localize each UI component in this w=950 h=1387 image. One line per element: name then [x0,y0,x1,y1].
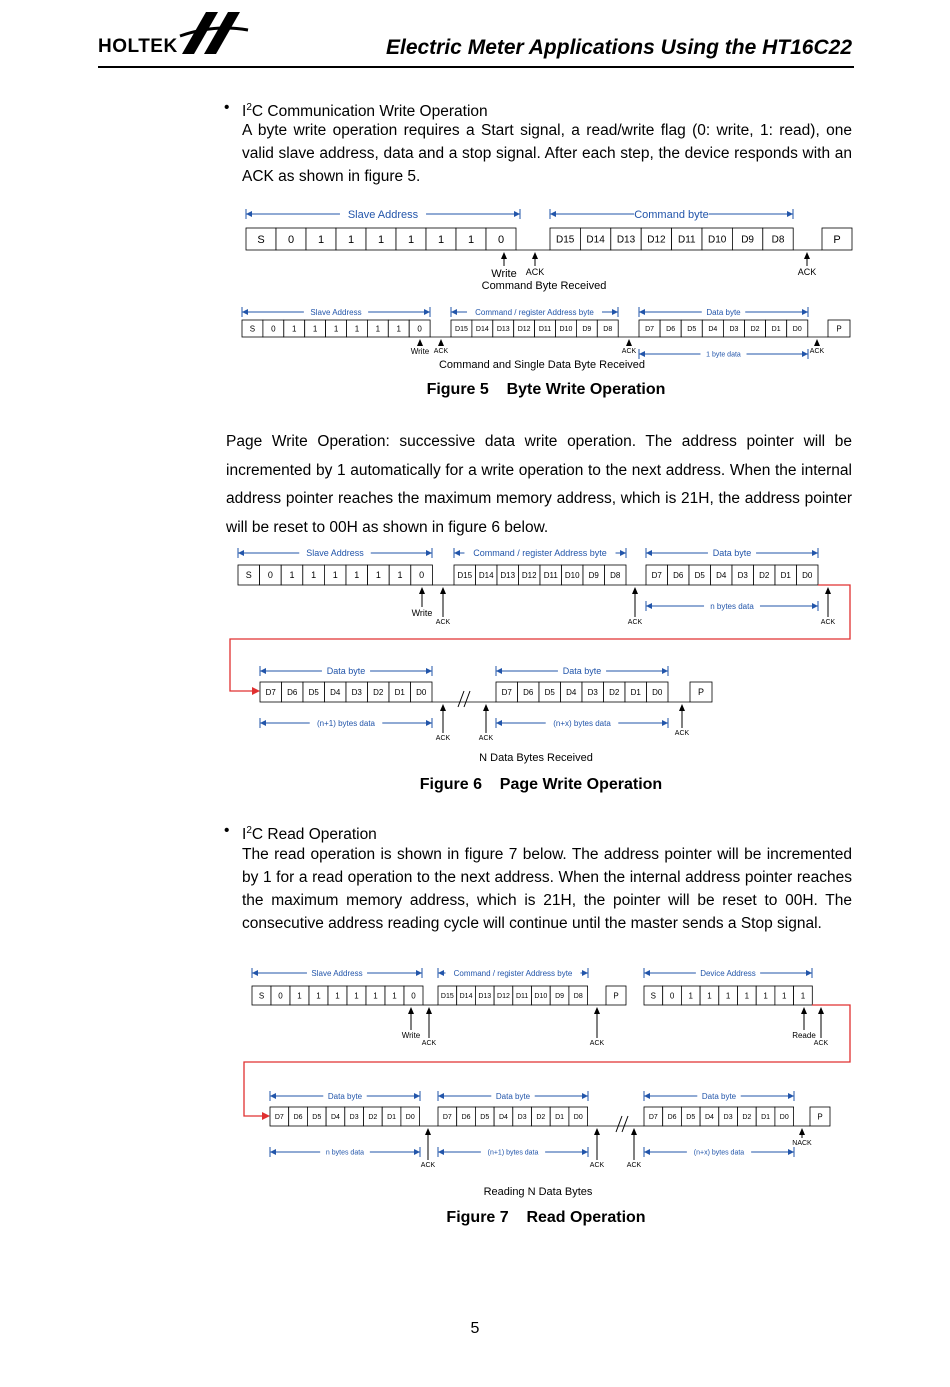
f5-bot-data-span-arrow [802,309,808,315]
f5-bot-ack-arrow-arrowhead [438,339,444,346]
f6-command-span-label: Command / register Address byte [473,548,607,559]
bullet-icon: • [224,99,230,116]
f7-device-span-arrow [644,970,650,976]
f7-n1-bytes-span-arrow [582,1149,588,1155]
f7-row2-data3-span-arrow [644,1093,650,1099]
f7-row2-data-bit-label: D1 [387,1113,397,1121]
f5-bot-command-span-label: Command / register Address byte [475,307,594,317]
f7-n1-bytes-span-label: (n+1) bytes data [487,1149,539,1157]
f7-ack-arrow-label: ACK [421,1040,437,1047]
f5-bot-data-bit-label: D6 [666,325,676,333]
f5-bot-write-arrow-arrowhead [417,339,423,346]
f7-row2-data-span-label: Data byte [327,1091,363,1101]
f6-data-bit-label: D6 [673,570,684,580]
f7-address-bit-label: 1 [297,991,302,1001]
f7-nx-bytes-span-label: (n+x) bytes data [693,1149,745,1157]
f5-bot-data-span-label: Data byte [706,307,741,317]
f5-bot-slave-span-arrow [424,309,430,315]
f6-ack-arrow-arrowhead [440,587,446,594]
f5-bot-address-bit-label: 1 [292,324,297,334]
f5-top-address-bit-label: 1 [407,233,415,246]
f7-row2-ack-arrow-label: ACK [420,1162,436,1169]
f6-n-bytes-span-arrow [646,603,652,609]
f7-row2-data3-bit-label: D4 [704,1113,714,1121]
f6-row2-data-span-label: Data byte [326,666,366,677]
f6-slave-span-arrow [238,550,244,556]
f7-command-bit-label: D8 [573,992,583,1000]
f7-device-bit-label: 1 [688,991,693,1001]
f5-top-command-bit-label: D11 [677,234,696,246]
f7-address-bit-label: S [258,991,265,1001]
f7-write-arrow-label: Write [401,1031,421,1040]
f5-bot-address-bit-label: 0 [271,324,276,334]
f7-stop-label: P [613,991,619,1001]
f7-row2-data2-bit-label: D2 [536,1113,546,1121]
f7-row2-ack3-arrow-label: ACK [626,1162,642,1169]
f5-top-ack-arrow-arrowhead [532,252,538,259]
f6-row2-data2-bit-label: D6 [523,687,534,697]
heading-suffix: C Communication Write Operation [251,103,488,121]
f7-row2-data-bit-label: D7 [274,1113,284,1121]
f7-command-bit-label: D9 [555,992,565,1000]
f5-top-command-bit-label: D14 [586,234,605,246]
f5-top-command-span-arrow [787,211,793,217]
f6-data-bit-label: D3 [737,570,748,580]
f6-write-arrow-label: Write [411,608,433,618]
figure-7-caption: Figure 7 Read Operation [446,1209,646,1226]
f5-top-stop-label: P [833,233,841,246]
f7-n-bytes-span-label: n bytes data [325,1149,365,1157]
f7-row2-data2-span-arrow [582,1093,588,1099]
f7-row2-ack2-arrow-arrowhead [594,1128,600,1135]
f6-address-bit-label: 1 [311,570,317,581]
f7-note: Reading N Data Bytes [483,1186,593,1198]
f6-command-bit-label: D15 [457,570,473,580]
f7-loop-arrowhead [262,1112,270,1120]
f5-top-ack-arrow-label: ACK [525,267,545,277]
f5-top-address-bit-label: 1 [317,233,325,246]
f6-row2-data-bit-label: D3 [351,687,362,697]
f7-row2-data2-bit-label: D5 [480,1113,490,1121]
f7-device-span-label: Device Address [700,968,756,978]
f7-row2-data-bit-label: D3 [349,1113,359,1121]
f7-address-bit-label: 1 [316,991,321,1001]
f5-bot-address-bit-label: 1 [312,324,318,334]
f7-nx-bytes-span-arrow [788,1149,794,1155]
f7-row2-stop-label: P [817,1112,823,1122]
f6-write-arrow-arrowhead [419,587,425,594]
f6-row2-data2-bit-label: D3 [587,687,598,697]
f7-address-bit-label: 1 [373,991,378,1001]
f5-bot-command-bit-label: D8 [603,325,613,333]
f6-slave-span-arrow [426,550,432,556]
f6-loop-arrowhead [252,687,260,695]
f7-break-mark [616,1116,622,1132]
f7-device-bit-label: 1 [782,991,787,1001]
f7-command-bit-label: D15 [440,992,454,1000]
f6-nx-bytes-span-arrow [496,720,502,726]
f7-ack3-arrow-arrowhead [818,1007,824,1014]
figure-5-diagram [236,200,856,375]
f7-row2-data-span-arrow [270,1093,276,1099]
f6-n1-bytes-span-arrow [260,720,266,726]
f6-row2-data2-bit-label: D4 [566,687,577,697]
f5-bot-address-bit-label: S [249,324,256,334]
f7-row2-data3-bit-label: D0 [779,1113,789,1121]
f6-nx-bytes-span-arrow [662,720,668,726]
f5-top-slave-span-arrow [514,211,520,217]
f5-bot-data-bit-label: D0 [792,325,802,333]
f6-command-bit-label: D13 [500,570,516,580]
f7-ack2-arrow-label: ACK [589,1040,605,1047]
heading-sup: 2 [246,825,252,836]
f7-device-bit-label: 1 [763,991,768,1001]
page-header [98,8,854,66]
f5-bot-command-bit-label: D9 [582,325,592,333]
f6-row2-ack-arrow-label: ACK [435,735,451,742]
f6-row2-data-bit-label: D5 [308,687,319,697]
f7-n-bytes-span-arrow [414,1149,420,1155]
f7-nack-arrow-label: NACK [792,1140,812,1147]
f5-bot-address-bit-label: 1 [375,324,381,334]
f6-row2-data2-bit-label: D1 [630,687,641,697]
f5-bot-address-bit-label: 1 [354,324,360,334]
f6-slave-span-label: Slave Address [306,548,364,559]
f7-row2-data3-bit-label: D7 [648,1113,658,1121]
f5-bot-ack3-arrow-label: ACK [809,348,825,355]
heading-prefix: I [242,103,247,121]
f6-command-bit-label: D14 [478,570,494,580]
f7-command-bit-label: D14 [459,992,473,1000]
f7-row2-data2-span-arrow [438,1093,444,1099]
f5-top-address-bit-label: 1 [437,233,445,246]
f6-row2-ack2-arrow-label: ACK [478,735,494,742]
f6-data-span-label: Data byte [712,548,752,559]
f5-bot-data-bit-label: D7 [645,325,655,333]
f6-command-bit-label: D8 [610,570,621,580]
f5-top-slave-span-label: Slave Address [347,208,419,221]
f5-top-write-arrow-label: Write [491,268,517,280]
f7-row2-ack-arrow-arrowhead [425,1128,431,1135]
f6-address-bit-label: 1 [332,570,338,581]
f6-command-bit-label: D11 [543,570,558,580]
f7-ack3-arrow-label: ACK [813,1040,829,1047]
f6-n-bytes-span-label: n bytes data [710,601,754,611]
document-title: Electric Meter Applications Using the HT16C22 [385,36,852,59]
header-rule [98,66,854,68]
f7-row2-ack2-arrow-label: ACK [589,1162,605,1169]
f7-nx-bytes-span-arrow [644,1149,650,1155]
f5-bot-write-arrow-label: Write [410,347,430,356]
f7-row2-data2-bit-label: D0 [573,1113,583,1121]
f5-top-slave-span-arrow [246,211,252,217]
f6-ack2-arrow-arrowhead [632,587,638,594]
f6-data-bit-label: D0 [802,570,813,580]
figure-7-diagram [236,964,856,1204]
f7-device-bit-label: 1 [707,991,712,1001]
f5-top-address-bit-label: 0 [497,233,505,246]
f6-break-mark [458,691,464,707]
section-read-body: The read operation is shown in figure 7 below. The address pointer will be incremented by 1 for a read operation to the next address. When the internal address pointer reaches the maximum memory address, which is 21H, the pointer will be reset to 00H. The consecutive address reading cycle will continue until the master sends a Stop signal. [242,846,852,932]
f5-top-command-bit-label: D9 [741,234,754,246]
f5-bot-ack3-arrow-arrowhead [814,339,820,346]
f7-command-bit-label: D12 [497,992,510,1000]
f6-n1-bytes-span-arrow [426,720,432,726]
f6-command-bit-label: D12 [521,570,537,580]
f6-data-bit-label: D7 [651,570,662,580]
f6-row2-ack3-arrow-label: ACK [674,730,690,737]
f5-bot-one-byte-span-arrow [639,351,645,357]
f6-command-bit-label: D9 [588,570,599,580]
f7-command-span-label: Command / register Address byte [453,968,573,978]
f6-address-bit-label: 0 [419,570,425,581]
f7-device-bit-label: 1 [725,991,731,1001]
f5-top-command-bit-label: D15 [556,234,575,246]
f7-row2-data2-bit-label: D4 [498,1113,508,1121]
f5-bot-one-byte-span-arrow [802,351,808,357]
f5-top-command-bit-label: D12 [647,234,666,246]
f5-bot-stop-label: P [836,324,842,334]
f6-row2-ack-arrow-arrowhead [440,704,446,711]
f7-slave-span-arrow [416,970,422,976]
f7-row2-data3-span-arrow [788,1093,794,1099]
f7-device-bit-label: S [650,991,657,1001]
f7-reade-arrow-label: Reade [792,1031,816,1040]
f6-ack2-arrow-label: ACK [627,619,643,626]
f5-bot-command-bit-label: D15 [455,325,468,333]
f5-bot-data-bit-label: D3 [729,325,739,333]
f6-row2-data2-span-arrow [496,668,502,674]
f7-device-span-arrow [806,970,812,976]
f7-row2-data-bit-label: D6 [293,1113,303,1121]
f7-command-span-arrow [438,970,444,976]
f7-device-bit-label: 1 [800,991,806,1001]
f5-bot-slave-span-arrow [242,309,248,315]
f6-address-bit-label: 0 [267,570,273,581]
f5-bot-data-bit-label: D5 [687,325,697,333]
f5-bot-command-span-arrow [612,309,618,315]
f7-n-bytes-span-arrow [270,1149,276,1155]
f5-bot-data-span-arrow [639,309,645,315]
f6-stop-label: P [697,687,705,698]
f6-address-bit-label: S [245,570,252,581]
holtek-logo-icon [178,8,250,60]
f7-address-bit-label: 1 [335,991,340,1001]
f7-command-bit-label: D11 [515,992,529,1000]
f5-bot-ack2-arrow-arrowhead [626,339,632,346]
f6-row2-data-bit-label: D1 [394,687,405,697]
f7-row2-data3-bit-label: D3 [723,1113,733,1121]
f7-row2-data-bit-label: D5 [312,1113,322,1121]
f7-device-bit-label: 1 [744,991,750,1001]
f5-top-command-span-arrow [550,211,556,217]
f7-row2-data-bit-label: D0 [405,1113,415,1121]
f7-command-span-arrow [582,970,588,976]
f5-bot-slave-span-label: Slave Address [310,307,362,317]
f5-top-address-bit-label: 1 [377,233,385,246]
f5-bot-address-bit-label: 1 [396,324,401,334]
f6-address-bit-label: 1 [397,570,403,581]
f6-row2-data-bit-label: D4 [330,687,341,697]
f7-slave-span-label: Slave Address [311,968,363,978]
f6-nx-bytes-span-label: (n+x) bytes data [553,718,611,728]
f5-top-command-span-label: Command byte [634,208,709,221]
f6-address-bit-label: 1 [354,570,360,581]
f6-ack-arrow-label: ACK [435,619,451,626]
f6-note: N Data Bytes Received [479,752,593,764]
f7-row2-data2-bit-label: D6 [461,1113,471,1121]
f6-command-span-arrow [620,550,626,556]
f7-row2-data-span-arrow [414,1093,420,1099]
f7-row2-data3-bit-label: D5 [686,1113,696,1121]
f6-data-bit-label: D4 [716,570,727,580]
f5-bot-data-bit-label: D1 [771,325,781,333]
f5-top-write-arrow-arrowhead [501,252,507,259]
f5-bot-command-bit-label: D10 [559,325,573,333]
f5-top-address-bit-label: S [257,233,265,246]
f6-row2-data-bit-label: D7 [265,687,276,697]
f7-row2-data-bit-label: D2 [368,1113,378,1121]
f5-bot-command-bit-label: D12 [517,325,531,333]
f6-row2-ack2-arrow-arrowhead [483,704,489,711]
f7-row2-data3-bit-label: D6 [667,1113,677,1121]
f5-top-ack2-arrow-arrowhead [804,252,810,259]
f6-command-span-arrow [454,550,460,556]
f6-row2-data-span-arrow [260,668,266,674]
f6-row2-data2-span-label: Data byte [562,666,602,677]
f5-top-command-bit-label: D8 [771,234,785,246]
heading-prefix: I [242,826,247,844]
f5-top-address-bit-label: 1 [347,233,355,246]
f5-bot-ack2-arrow-label: ACK [621,348,637,355]
f5-bot-note: Command and Single Data Byte Received [438,359,646,371]
f7-row2-data3-span-label: Data byte [701,1091,737,1101]
f6-row2-data-bit-label: D2 [373,687,384,697]
f7-command-bit-label: D10 [534,992,548,1000]
f6-address-bit-label: 1 [289,570,295,581]
section-write-body: A byte write operation requires a Start signal, a read/write flag (0: write, 1: read), one valid slave address, data and a stop signal. After each step, the device responds with an ACK as shown in figure 5. [242,122,852,185]
f7-row2-data2-bit-label: D1 [555,1113,565,1121]
f5-top-command-bit-label: D10 [708,234,727,246]
f6-ack3-arrow-arrowhead [825,587,831,594]
f7-ack2-arrow-arrowhead [594,1007,600,1014]
f6-command-bit-label: D10 [564,570,580,580]
f7-row2-data3-bit-label: D1 [761,1113,771,1121]
f6-row2-data2-span-arrow [662,668,668,674]
f7-ack-arrow-arrowhead [426,1007,432,1014]
f5-bot-data-bit-label: D2 [750,325,760,333]
f6-row2-data2-bit-label: D0 [652,687,663,697]
f5-top-command-bit-label: D13 [616,234,636,246]
heading-suffix: C Read Operation [251,826,377,844]
f5-bot-ack-arrow-label: ACK [433,348,449,355]
f6-row2-ack3-arrow-arrowhead [679,704,685,711]
f6-data-span-arrow [646,550,652,556]
f5-top-ack2-arrow-label: ACK [797,267,817,277]
f5-bot-command-span-arrow [451,309,457,315]
f6-data-bit-label: D2 [759,570,770,580]
holtek-logo-text: HOLTEK [98,36,178,57]
f6-row2-data2-bit-label: D7 [501,687,512,697]
f6-n1-bytes-span-label: (n+1) bytes data [316,718,376,728]
f7-row2-ack3-arrow-arrowhead [631,1128,637,1135]
f6-data-bit-label: D5 [694,570,705,580]
f7-slave-span-arrow [252,970,258,976]
f6-row2-data2-bit-label: D2 [609,687,620,697]
f6-row2-data-bit-label: D0 [416,687,427,697]
bullet-icon: • [224,822,230,839]
f6-row2-data-bit-label: D6 [287,687,298,697]
f7-row2-data2-span-label: Data byte [495,1091,531,1101]
f7-row2-data3-bit-label: D2 [742,1113,752,1121]
f5-bot-one-byte-span-label: 1 byte data [706,351,741,359]
f5-bot-data-bit-label: D4 [708,325,718,333]
f7-write-arrow-arrowhead [408,1007,414,1014]
f7-row2-data2-bit-label: D3 [517,1113,527,1121]
page-write-paragraph: Page Write Operation: successive data write operation. The address pointer will be incremented by 1 automatically for a write operation to the next address. When the internal address pointer reaches the maximum memory address, which is 21H, the address pointer will be reset to 00H as shown in figure 6 below. [226,433,852,536]
f7-break-mark [622,1116,628,1132]
f6-n-bytes-span-arrow [812,603,818,609]
f5-bot-address-bit-label: 0 [417,324,422,334]
f5-bot-address-bit-label: 1 [333,324,339,334]
page-number: 5 [470,1320,480,1337]
f5-top-address-bit-label: 0 [287,233,295,246]
f7-row2-data2-bit-label: D7 [442,1113,452,1121]
f6-data-bit-label: D1 [780,570,791,580]
figure-6-caption: Figure 6 Page Write Operation [419,776,663,793]
f5-top-address-bit-label: 1 [467,233,475,246]
f7-command-bit-label: D13 [478,992,492,1000]
f7-row2-data-bit-label: D4 [330,1113,340,1121]
f7-address-bit-label: 0 [411,991,416,1001]
f6-row2-data2-bit-label: D5 [544,687,555,697]
f5-bot-command-bit-label: D14 [475,325,489,333]
f7-address-bit-label: 1 [392,991,397,1001]
f6-break-mark [464,691,470,707]
f7-address-bit-label: 1 [354,991,359,1001]
heading-sup: 2 [246,102,252,113]
f5-top-note: Command Byte Received [481,280,607,292]
f6-address-bit-label: 1 [375,570,381,581]
f7-n1-bytes-span-arrow [438,1149,444,1155]
f5-bot-command-bit-label: D11 [538,325,552,333]
f6-row2-data-span-arrow [426,668,432,674]
f7-reade-arrow-arrowhead [801,1007,807,1014]
figure-6-diagram [226,543,856,768]
f7-address-bit-label: 0 [278,991,283,1001]
f6-data-span-arrow [812,550,818,556]
f7-nack-arrow-arrowhead [799,1128,805,1135]
f5-bot-command-bit-label: D13 [496,325,510,333]
figure-5-caption: Figure 5 Byte Write Operation [426,381,666,398]
f6-ack3-arrow-label: ACK [820,619,836,626]
f7-device-bit-label: 0 [669,991,675,1001]
